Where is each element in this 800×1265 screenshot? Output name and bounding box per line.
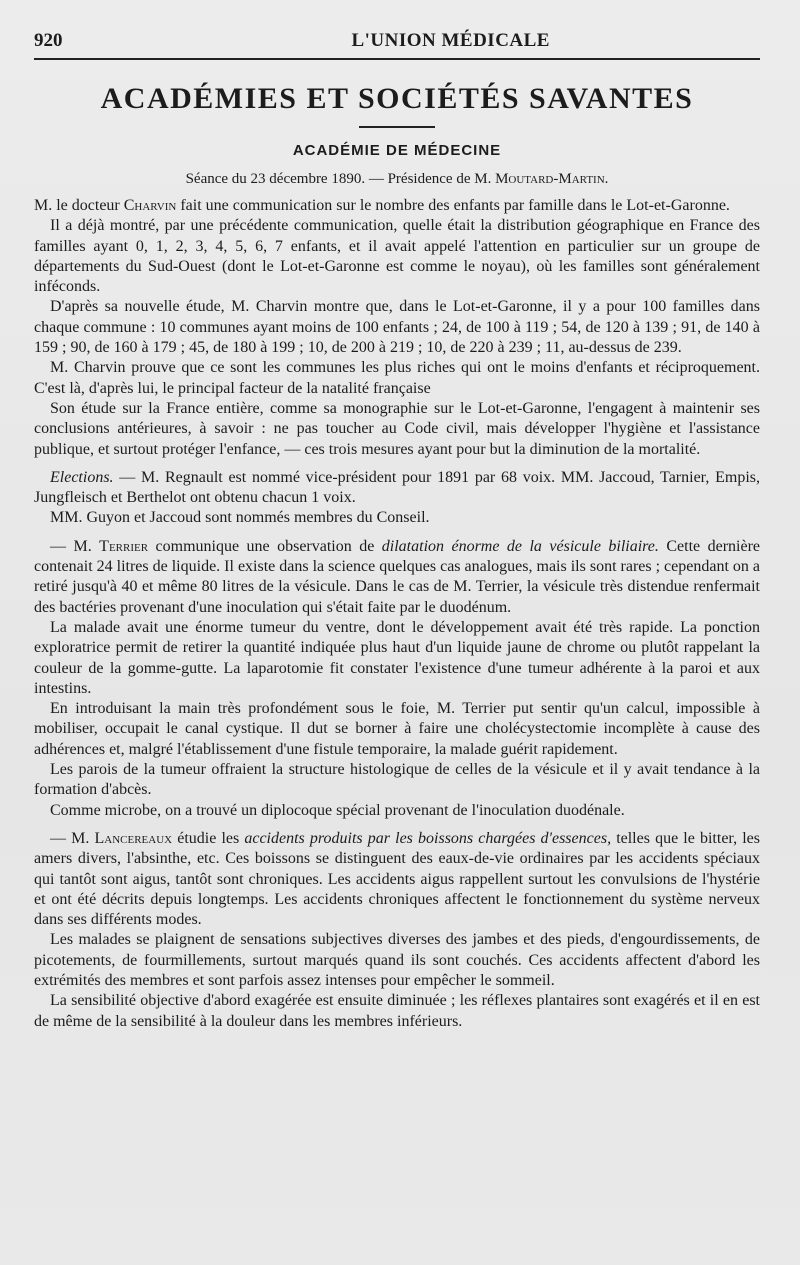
p1-lead: M. le docteur [34,197,124,214]
author-terrier: Terrier [99,537,149,555]
academy-name: ACADÉMIE DE MÉDECINE [292,142,502,159]
author-charvin: Charvin [123,197,177,214]
section-title: ACADÉMIES ET SOCIÉTÉS SAVANTES [100,82,694,115]
paragraph-parois: Les parois de la tumeur offraient la structure histologique de celles de la vésicule et il y avait tendance à la formation d'abcès. [34,761,760,799]
journal-title: L'UNION MÉDICALE [351,30,550,51]
paragraph-microbe: Comme microbe, on a trouvé un diplocoque spécial provenant de l'inoculation duodénale. [50,801,625,819]
p1-rest: fait une communication sur le nombre des enfants par famille dans le Lot-et-Garonne. [176,197,730,214]
paragraph-calcul: En introduisant la main très profondément sous le foie, M. Terrier put sentir qu'un calcul, impossible à mobiliser, occupait le canal cystique. Il dut se borner à faire une cholécystectomie incomplète à cause des adhérences et, malgré l'établissement d'une fistule temporaire, la malade guérit rapidement. [34,700,760,758]
lancereaux-topic: accidents produits par les boissons chargées d'essences, [244,829,612,847]
page-number: 920 [34,30,63,51]
session-president: Moutard-Martin [495,171,605,187]
article-body [34,196,760,1032]
paragraph-tumeur: La malade avait une énorme tumeur du ventre, dont le développement avait été très rapide. La ponction exploratrice permit de retirer la quantité indiquée plus haut d'un liquide jaune de chrome ou plutôt rappelant la couleur de la gomme-gutte. La laparotomie fit constater l'existence d'une tumeur adhérente à la paroi et aux intestins. [34,618,760,697]
paragraph-charvin-intro [34,196,760,216]
author-lancereaux: Lancereaux [94,829,173,847]
paragraph-statistics: D'après sa nouvelle étude, M. Charvin montre que, dans le Lot-et-Garonne, il y a pour 100 familles dans chaque commune : 10 communes ayant moins de 100 enfants ; 24, de 100 à 119 ; 54, de 120 à 139 ; 91, de 140 à 159 ; 90, de 160 à 179 ; 45, de 180 à 199 ; 10, de 200 à 219 ; 10, de 220 à 239 ; 11, au-dessus de 239. [34,298,760,357]
p8-mid: communique une observation de [148,537,382,555]
p13-lead: — M. [50,829,95,847]
paragraph-elections [34,468,760,509]
p8-lead: — M. [50,537,100,555]
paragraph-conclusions: Son étude sur la France entière, comme sa monographie sur le Lot-et-Garonne, l'engagent à maintenir ses conclusions antérieures, à savoir : ne pas toucher au Code civil, mais développer l'hygiène et l'assistance publique, et surtout protéger l'enfance, — ces trois mesures ayant pour but la diminution de la mortalité. [34,399,760,458]
p13-rest: telles que le bitter, les amers divers, l'absinthe, etc. Ces boissons se distinguent des eaux-de-vie ordinaires par les accidents spéciaux qui tantôt sont aigus, tantôt sont chroniques. Les accidents aigus rappellent surtout les convulsions de l'hystérie et ont été décrits depuis longtemps. Les accidents chroniques affectent le fonctionnement du système nerveux dans ses différents modes. [34,829,760,929]
p8-rest: Cette dernière contenait 24 litres de liquide. Il existe dans la science quelques cas analogues, mais ils sont rares ; cependant on a retiré jusqu'à 40 et même 80 litres de la vésicule. Dans le cas de M. Terrier, la vésicule très distendue renfermait des bactéries provenant d'une inoculation qui s'était faite par le duodénum. [34,537,761,616]
paragraph-sensibilite: La sensibilité objective d'abord exagérée est ensuite diminuée ; les réflexes plantaires sont exagérés et il en est de même de la sensibilité à la douleur dans les membres inférieurs. [34,992,760,1030]
paragraph-conseil: MM. Guyon et Jaccoud sont nommés membres du Conseil. [50,509,430,527]
session-line [34,171,760,188]
title-rule [359,126,435,128]
p13-mid: étudie les [172,829,245,847]
paragraph-sensations: Les malades se plaignent de sensations subjectives diverses des jambes et des pieds, d'engourdissements, de picotements, de fourmillements, surtout marqués quand ils sont couchés. Ces accidents affectent d'abord les extrémités des membres et sont parfois assez intenses pour empêcher le sommeil. [34,931,760,989]
terrier-topic: dilatation énorme de la vésicule biliaire. [381,537,659,555]
header-rule [34,58,760,60]
session-prefix: Séance du 23 décembre 1890. — Présidence de M. [185,171,496,187]
session-suffix: . [604,171,609,187]
running-head [34,30,760,52]
paragraph-riches: M. Charvin prouve que ce sont les communes les plus riches qui ont le moins d'enfants et réciproquement. C'est là, d'après lui, le principal facteur de la natalité française [34,359,760,397]
paragraph-distribution: Il a déjà montré, par une précédente communication, quelle était la distribution géographique en France des familles ayant 0, 1, 2, 3, 4, 5, 6, 7 enfants, et il avait appelé l'attention en particulier sur un groupe de départements du Sud-Ouest (dont le Lot-et-Garonne est comme le noyau), où les familles sont généralement inféconds. [34,217,760,296]
paragraph-terrier [34,537,760,618]
p6-rest: — M. Regnault est nommé vice-président pour 1891 par 68 voix. MM. Jaccoud, Tarnier, Empis, Jungfleisch et Berthelot ont obtenu chacun 1 voix. [34,468,760,507]
elections-heading: Elections. [50,468,114,486]
paragraph-lancereaux [34,829,760,930]
